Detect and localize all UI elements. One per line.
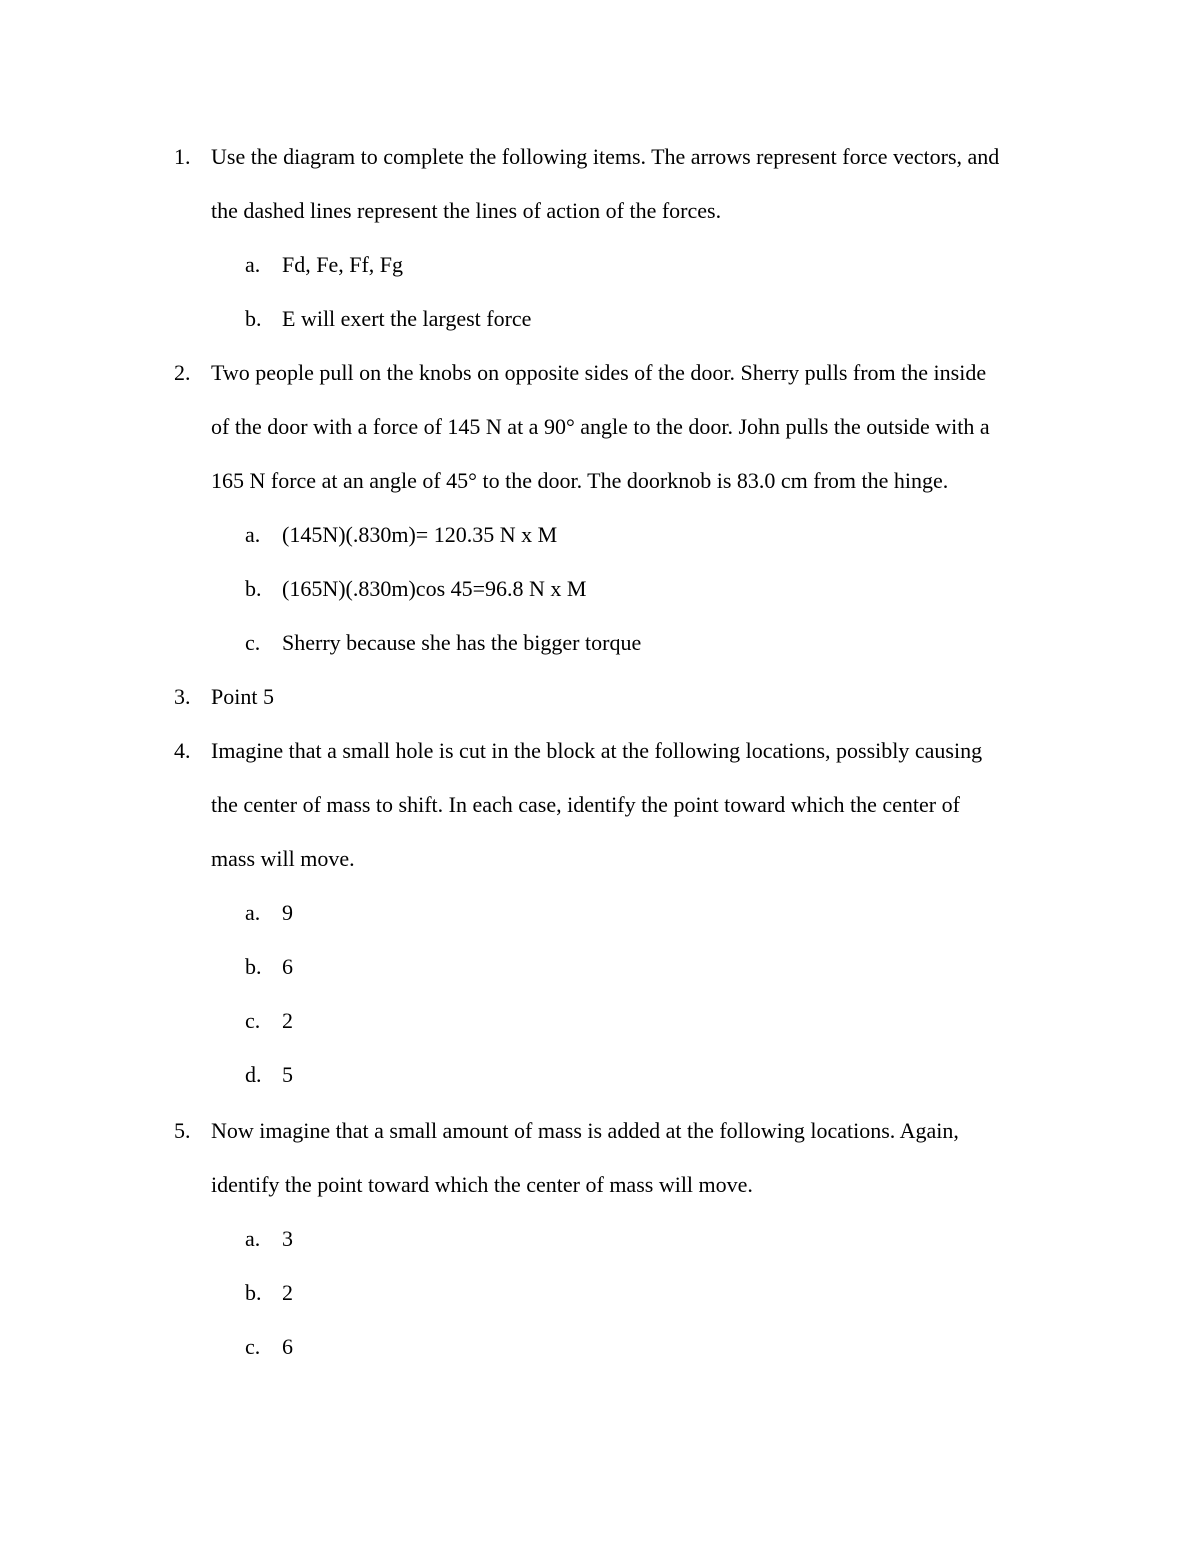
item-2-number: 2. — [174, 360, 191, 385]
item-5c-letter: c. — [245, 1334, 261, 1359]
item-1b-text: E will exert the largest force — [282, 306, 532, 331]
item-2a-text: (145N)(.830m)= 120.35 N x M — [282, 522, 558, 547]
item-1a-letter: a. — [245, 252, 261, 277]
item-4c-letter: c. — [245, 1008, 261, 1033]
item-5-number: 5. — [174, 1118, 191, 1143]
item-5a-text: 3 — [282, 1226, 293, 1251]
item-3-line-1: Point 5 — [211, 684, 274, 709]
item-2-line-2: of the door with a force of 145 N at a 90° angle to the door. John pulls the outside with a — [211, 414, 990, 439]
item-4b-letter: b. — [245, 954, 262, 979]
item-1-line-1: Use the diagram to complete the following items. The arrows represent force vectors, and — [211, 144, 1000, 169]
item-4-line-3: mass will move. — [211, 846, 355, 871]
item-1b-letter: b. — [245, 306, 262, 331]
item-4-line-1: Imagine that a small hole is cut in the block at the following locations, possibly causing — [211, 738, 983, 763]
item-4c-text: 2 — [282, 1008, 293, 1033]
item-4d-letter: d. — [245, 1062, 262, 1087]
item-4a-text: 9 — [282, 900, 293, 925]
item-2c-letter: c. — [245, 630, 261, 655]
item-3-number: 3. — [174, 684, 191, 709]
item-4-number: 4. — [174, 738, 191, 763]
item-5-line-2: identify the point toward which the center of mass will move. — [211, 1172, 753, 1197]
item-2b-letter: b. — [245, 576, 262, 601]
item-2a-letter: a. — [245, 522, 261, 547]
item-4a-letter: a. — [245, 900, 261, 925]
item-1-line-2: the dashed lines represent the lines of action of the forces. — [211, 198, 722, 223]
item-5a-letter: a. — [245, 1226, 261, 1251]
item-4b-text: 6 — [282, 954, 293, 979]
item-2b-text: (165N)(.830m)cos 45=96.8 N x M — [282, 576, 587, 601]
item-2c-text: Sherry because she has the bigger torque — [282, 630, 642, 655]
item-2-line-3: 165 N force at an angle of 45° to the door. The doorknob is 83.0 cm from the hinge. — [211, 468, 949, 493]
item-5c-text: 6 — [282, 1334, 293, 1359]
item-5b-letter: b. — [245, 1280, 262, 1305]
item-1a-text: Fd, Fe, Ff, Fg — [282, 252, 404, 277]
item-1-number: 1. — [174, 144, 191, 169]
item-5-line-1: Now imagine that a small amount of mass is added at the following locations. Again, — [211, 1118, 959, 1143]
item-4-line-2: the center of mass to shift. In each case, identify the point toward which the center of — [211, 792, 960, 817]
item-5b-text: 2 — [282, 1280, 293, 1305]
item-2-line-1: Two people pull on the knobs on opposite sides of the door. Sherry pulls from the inside — [211, 360, 987, 385]
item-4d-text: 5 — [282, 1062, 293, 1087]
